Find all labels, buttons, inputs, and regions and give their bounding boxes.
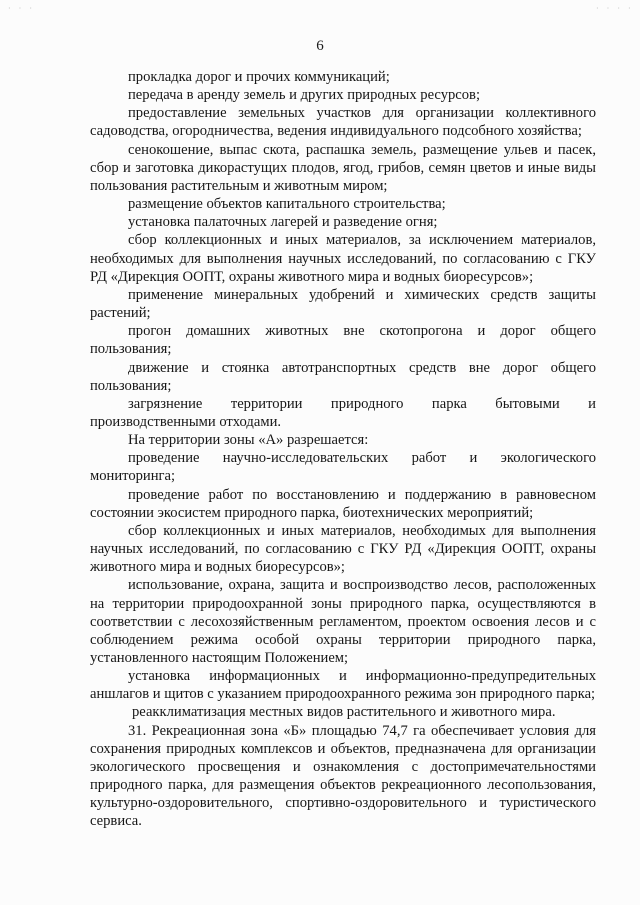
paragraph-haymaking: сенокошение, выпас скота, распашка земель, размещение ульев и пасек, сбор и заготовка дикорастущих плодов, ягод, грибов, семян цветов и иные виды пользования растительным и животным миром; [90,141,596,194]
paragraph-collection-allowed: сбор коллекционных и иных материалов, необходимых для выполнения научных исследований, по согласованию с ГКУ РД «Дирекция ООПТ, охраны животного мира и водных биоресурсов»; [90,522,596,576]
paragraph-livestock: прогон домашних животных вне скотопрогона и дорог общего пользования; [90,323,596,358]
paragraph-zone-a-allowed: На территории зоны «А» разрешается: [128,432,369,449]
scan-edge-mark-left: · · · [8,4,35,13]
paragraph-reacclimatization: реакклиматизация местных видов растительного и животного мира. [132,704,556,721]
paragraph-fertilizers: применение минеральных удобрений и химических средств защиты растений; [90,286,596,322]
paragraph-collection-prohibited: сбор коллекционных и иных материалов, за исключением материалов, необходимых для выполнения научных исследований, по согласованию с ГКУ РД «Дирекция ООПТ, охраны животного мира и водных биоресурсов»; [90,232,596,285]
paragraph-research: проведение научно-исследовательских работ и экологического мониторинга; [90,450,596,485]
paragraph-zone-b: 31. Рекреационная зона «Б» площадью 74,7 га обеспечивает условия для сохранения природных комплексов и объектов, предназначена для организации экологического просвещения и ознакомления с достопримечательностями природного парка, для размещения объектов рекреационного лесопользования, культурно-оздоровительного, спортивно-оздоровительного и туристического сервиса. [90,722,596,830]
paragraph-pollution: загрязнение территории природного парка бытовыми и производственными отходами. [90,395,596,430]
paragraph-land-plots: предоставление земельных участков для организации коллективного садоводства, огородничества, ведения индивидуального подсобного хозяйства; [90,105,596,140]
paragraph-restoration: проведение работ по восстановлению и поддержанию в равновесном состоянии экосистем природного парка, биотехнических мероприятий; [90,486,596,521]
paragraph-signs: установка информационных и информационно-предупредительных аншлагов и щитов с указанием природоохранного режима зон природного парка; [90,668,596,703]
document-body [90,68,596,831]
page-number: 6 [316,38,324,54]
paragraph-roads: прокладка дорог и прочих коммуникаций; [128,69,390,85]
paragraph-lease: передача в аренду земель и других природных ресурсов; [128,87,481,104]
paragraph-forests: использование, охрана, защита и воспроизводство лесов, расположенных на территории природоохранной зоны природного парка, осуществляются в соответствии с лесохозяйственным регламентом, проектом освоения лесов и с соблюдением режима особой охраны территории природного парка, установленного настоящим Положением; [90,577,596,666]
paragraph-construction: размещение объектов капитального строительства; [128,196,446,213]
paragraph-camps: установка палаточных лагерей и разведение огня; [128,214,438,231]
paragraph-vehicles: движение и стоянка автотранспортных средств вне дорог общего пользования; [90,359,596,394]
scan-edge-mark-right: · · · · [596,4,634,13]
